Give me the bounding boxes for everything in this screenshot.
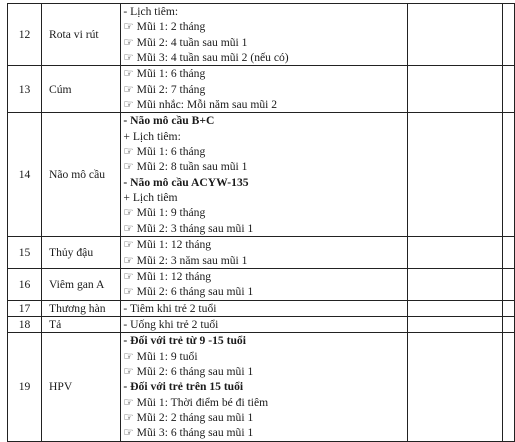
empty-cell [407, 300, 502, 316]
empty-cell [502, 333, 515, 441]
table-row [8, 113, 515, 237]
schedule-line: ☞ Mũi 2: 7 tháng [123, 82, 206, 96]
empty-cell [502, 66, 515, 113]
empty-cell [407, 66, 502, 113]
schedule-heading: - Não mô cầu B+C [123, 114, 215, 128]
vaccine-name: Thủy đậu [42, 237, 121, 269]
vaccine-name: Thương hàn [42, 300, 121, 316]
schedule-details [121, 66, 407, 113]
empty-cell [407, 268, 502, 300]
schedule-details [121, 333, 407, 441]
schedule-line: ☞ Mũi 2: 6 tháng sau mũi 1 [123, 364, 254, 378]
empty-cell [502, 237, 515, 269]
schedule-details [121, 237, 407, 269]
schedule-heading: - Đối với trẻ trên 15 tuổi [123, 380, 244, 394]
row-number: 12 [8, 4, 42, 66]
schedule-line: - Lịch tiêm: [123, 5, 179, 18]
row-number: 13 [8, 66, 42, 113]
table-row [8, 4, 515, 66]
schedule-line: ☞ Mũi 1: 6 tháng [123, 67, 206, 81]
schedule-line: ☞ Mũi 3: 6 tháng sau mũi 1 [123, 426, 254, 440]
table-row [8, 268, 515, 300]
empty-cell [407, 113, 502, 237]
schedule-line: ☞ Mũi 2: 3 năm sau mũi 1 [123, 253, 248, 267]
schedule-line: - Uống khi trẻ 2 tuổi [123, 317, 219, 331]
schedule-line: + Lịch tiêm: [123, 129, 181, 143]
schedule-line: ☞ Mũi 1: 12 tháng [123, 269, 212, 283]
schedule-line: ☞ Mũi 2: 3 tháng sau mũi 1 [123, 221, 254, 235]
table-row [8, 66, 515, 113]
schedule-line: ☞ Mũi 1: 9 tháng [123, 206, 206, 220]
row-number: 18 [8, 316, 42, 332]
table-body [8, 4, 515, 442]
vaccine-name: Não mô cầu [42, 113, 121, 237]
schedule-line: ☞ Mũi 1: 9 tuổi [123, 349, 198, 363]
schedule-details [121, 268, 407, 300]
schedule-line: + Lịch tiêm [123, 191, 178, 205]
table-row [8, 316, 515, 332]
row-number: 15 [8, 237, 42, 269]
schedule-line: ☞ Mũi 2: 6 tháng sau mũi 1 [123, 285, 254, 299]
schedule-line: ☞ Mũi 1: 2 tháng [123, 20, 206, 34]
schedule-line: ☞ Mũi 1: 12 tháng [123, 238, 212, 252]
row-number: 16 [8, 268, 42, 300]
schedule-details [121, 300, 407, 316]
schedule-heading: - Đối với trẻ từ 9 -15 tuổi [123, 334, 246, 348]
schedule-heading: - Não mô cầu ACYW-135 [123, 175, 249, 189]
empty-cell [407, 316, 502, 332]
schedule-line: ☞ Mũi 2: 4 tuần sau mũi 1 [123, 35, 248, 49]
empty-cell [502, 113, 515, 237]
vaccine-name: Viêm gan A [42, 268, 121, 300]
schedule-line: ☞ Mũi nhắc: Mỗi năm sau mũi 2 [123, 98, 278, 112]
schedule-line: ☞ Mũi 3: 4 tuần sau mũi 2 (nếu có) [123, 51, 289, 65]
schedule-details [121, 4, 407, 66]
table-row [8, 300, 515, 316]
row-number: 14 [8, 113, 42, 237]
empty-cell [407, 4, 502, 66]
empty-cell [407, 333, 502, 441]
schedule-details [121, 316, 407, 332]
vaccine-name: HPV [42, 333, 121, 441]
vaccine-name: Rota vi rút [42, 4, 121, 66]
schedule-line: ☞ Mũi 1: 6 tháng [123, 145, 206, 159]
row-number: 19 [8, 333, 42, 441]
empty-cell [502, 4, 515, 66]
vaccine-name: Tả [42, 316, 121, 332]
schedule-line: ☞ Mũi 1: Thời điểm bé đi tiêm [123, 395, 269, 409]
table-row [8, 237, 515, 269]
empty-cell [502, 300, 515, 316]
schedule-line: ☞ Mũi 2: 8 tuần sau mũi 1 [123, 160, 248, 174]
empty-cell [502, 268, 515, 300]
empty-cell [407, 237, 502, 269]
row-number: 17 [8, 300, 42, 316]
schedule-line: ☞ Mũi 2: 2 tháng sau mũi 1 [123, 410, 254, 424]
schedule-details [121, 113, 407, 237]
vaccine-schedule-table [7, 3, 515, 442]
empty-cell [502, 316, 515, 332]
schedule-line: - Tiêm khi trẻ 2 tuổi [123, 301, 217, 315]
vaccine-name: Cúm [42, 66, 121, 113]
table-row [8, 333, 515, 441]
